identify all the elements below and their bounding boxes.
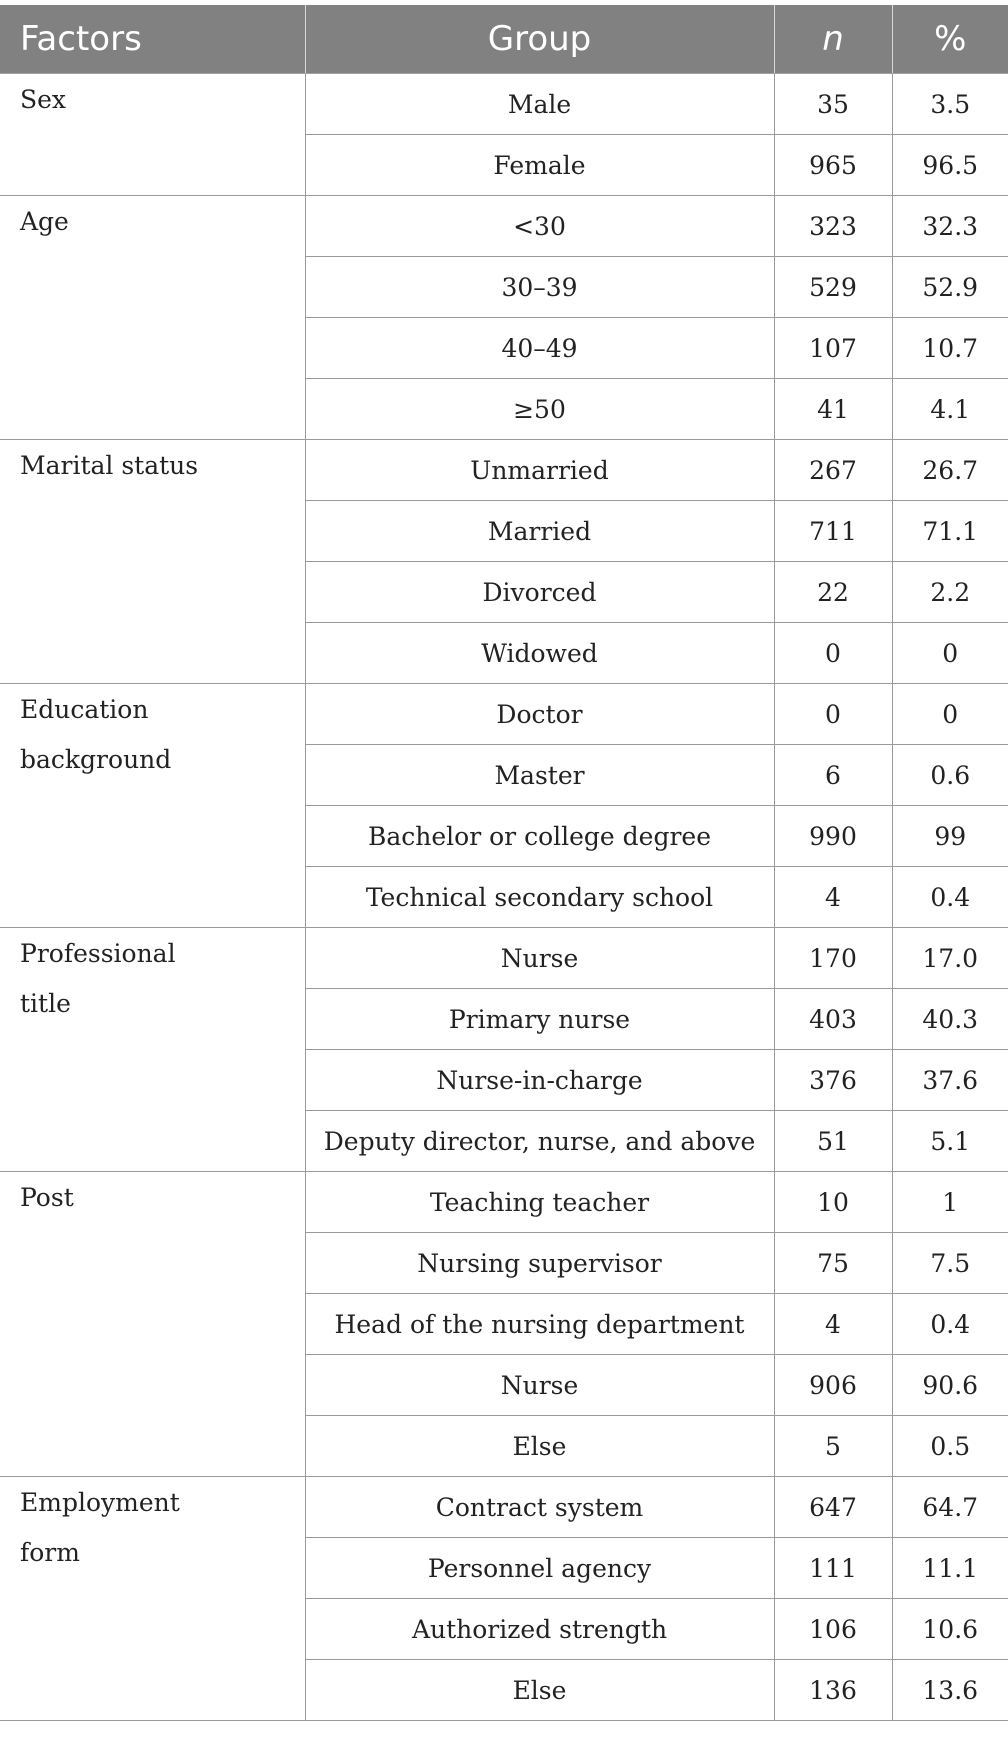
factor-label: Sex bbox=[20, 85, 67, 114]
factor-label: Education background bbox=[20, 695, 172, 774]
table-row bbox=[0, 1477, 1008, 1538]
group-cell: Authorized strength bbox=[305, 1599, 774, 1660]
percent-cell: 71.1 bbox=[892, 501, 1008, 562]
percent-cell: 90.6 bbox=[892, 1355, 1008, 1416]
group-cell: Female bbox=[305, 135, 774, 196]
group-cell: Personnel agency bbox=[305, 1538, 774, 1599]
header-percent: % bbox=[892, 5, 1008, 74]
group-cell: Contract system bbox=[305, 1477, 774, 1538]
count-cell: 711 bbox=[774, 501, 892, 562]
percent-cell: 5.1 bbox=[892, 1111, 1008, 1172]
header-group: Group bbox=[305, 5, 774, 74]
count-cell: 136 bbox=[774, 1660, 892, 1721]
table-body bbox=[0, 74, 1008, 1721]
factor-label: Age bbox=[20, 207, 69, 236]
percent-cell: 0.4 bbox=[892, 867, 1008, 928]
factor-cell bbox=[0, 928, 305, 1172]
count-cell: 4 bbox=[774, 1294, 892, 1355]
percent-cell: 11.1 bbox=[892, 1538, 1008, 1599]
count-cell: 10 bbox=[774, 1172, 892, 1233]
percent-cell: 26.7 bbox=[892, 440, 1008, 501]
group-cell: ≥50 bbox=[305, 379, 774, 440]
group-cell: Male bbox=[305, 74, 774, 135]
factor-cell bbox=[0, 196, 305, 440]
percent-cell: 64.7 bbox=[892, 1477, 1008, 1538]
factor-cell bbox=[0, 1477, 305, 1721]
count-cell: 4 bbox=[774, 867, 892, 928]
table-row bbox=[0, 196, 1008, 257]
factor-label: Post bbox=[20, 1183, 74, 1212]
count-cell: 906 bbox=[774, 1355, 892, 1416]
count-cell: 965 bbox=[774, 135, 892, 196]
percent-cell: 7.5 bbox=[892, 1233, 1008, 1294]
group-cell: Nurse bbox=[305, 1355, 774, 1416]
percent-cell: 37.6 bbox=[892, 1050, 1008, 1111]
percent-cell: 0 bbox=[892, 684, 1008, 745]
percent-cell: 0 bbox=[892, 623, 1008, 684]
group-cell: Bachelor or college degree bbox=[305, 806, 774, 867]
count-cell: 403 bbox=[774, 989, 892, 1050]
count-cell: 170 bbox=[774, 928, 892, 989]
count-cell: 376 bbox=[774, 1050, 892, 1111]
table-row bbox=[0, 1172, 1008, 1233]
percent-cell: 13.6 bbox=[892, 1660, 1008, 1721]
group-cell: Nurse-in-charge bbox=[305, 1050, 774, 1111]
count-cell: 529 bbox=[774, 257, 892, 318]
count-cell: 106 bbox=[774, 1599, 892, 1660]
group-cell: Primary nurse bbox=[305, 989, 774, 1050]
group-cell: Divorced bbox=[305, 562, 774, 623]
factor-cell bbox=[0, 1172, 305, 1477]
percent-cell: 52.9 bbox=[892, 257, 1008, 318]
table-row bbox=[0, 684, 1008, 745]
factor-label: Professional title bbox=[20, 939, 176, 1018]
count-cell: 323 bbox=[774, 196, 892, 257]
count-cell: 5 bbox=[774, 1416, 892, 1477]
percent-cell: 17.0 bbox=[892, 928, 1008, 989]
count-cell: 107 bbox=[774, 318, 892, 379]
percent-cell: 10.6 bbox=[892, 1599, 1008, 1660]
count-cell: 647 bbox=[774, 1477, 892, 1538]
table-row bbox=[0, 928, 1008, 989]
group-cell: 40–49 bbox=[305, 318, 774, 379]
percent-cell: 0.4 bbox=[892, 1294, 1008, 1355]
factor-cell bbox=[0, 684, 305, 928]
table-row bbox=[0, 74, 1008, 135]
group-cell: Master bbox=[305, 745, 774, 806]
count-cell: 51 bbox=[774, 1111, 892, 1172]
count-cell: 0 bbox=[774, 684, 892, 745]
count-cell: 22 bbox=[774, 562, 892, 623]
percent-cell: 0.5 bbox=[892, 1416, 1008, 1477]
group-cell: <30 bbox=[305, 196, 774, 257]
table-row bbox=[0, 440, 1008, 501]
group-cell: Teaching teacher bbox=[305, 1172, 774, 1233]
percent-cell: 1 bbox=[892, 1172, 1008, 1233]
count-cell: 75 bbox=[774, 1233, 892, 1294]
percent-cell: 4.1 bbox=[892, 379, 1008, 440]
group-cell: Married bbox=[305, 501, 774, 562]
percent-cell: 2.2 bbox=[892, 562, 1008, 623]
count-cell: 990 bbox=[774, 806, 892, 867]
factor-label: Employment form bbox=[20, 1488, 180, 1567]
factor-label: Marital status bbox=[20, 451, 199, 480]
group-cell: Nurse bbox=[305, 928, 774, 989]
percent-cell: 0.6 bbox=[892, 745, 1008, 806]
percent-cell: 40.3 bbox=[892, 989, 1008, 1050]
header-n: n bbox=[774, 5, 892, 74]
factor-cell bbox=[0, 440, 305, 684]
demographics-table bbox=[0, 5, 1008, 1721]
percent-cell: 3.5 bbox=[892, 74, 1008, 135]
header-factors: Factors bbox=[0, 5, 305, 74]
count-cell: 35 bbox=[774, 74, 892, 135]
table-header bbox=[0, 5, 1008, 74]
group-cell: Else bbox=[305, 1660, 774, 1721]
group-cell: Widowed bbox=[305, 623, 774, 684]
group-cell: Doctor bbox=[305, 684, 774, 745]
count-cell: 111 bbox=[774, 1538, 892, 1599]
count-cell: 0 bbox=[774, 623, 892, 684]
count-cell: 267 bbox=[774, 440, 892, 501]
count-cell: 41 bbox=[774, 379, 892, 440]
percent-cell: 99 bbox=[892, 806, 1008, 867]
group-cell: Deputy director, nurse, and above bbox=[305, 1111, 774, 1172]
group-cell: Nursing supervisor bbox=[305, 1233, 774, 1294]
count-cell: 6 bbox=[774, 745, 892, 806]
header-row bbox=[0, 5, 1008, 74]
group-cell: Else bbox=[305, 1416, 774, 1477]
group-cell: 30–39 bbox=[305, 257, 774, 318]
group-cell: Unmarried bbox=[305, 440, 774, 501]
percent-cell: 10.7 bbox=[892, 318, 1008, 379]
demographics-table-container bbox=[0, 5, 1008, 1721]
group-cell: Technical secondary school bbox=[305, 867, 774, 928]
percent-cell: 32.3 bbox=[892, 196, 1008, 257]
percent-cell: 96.5 bbox=[892, 135, 1008, 196]
group-cell: Head of the nursing department bbox=[305, 1294, 774, 1355]
factor-cell bbox=[0, 74, 305, 196]
